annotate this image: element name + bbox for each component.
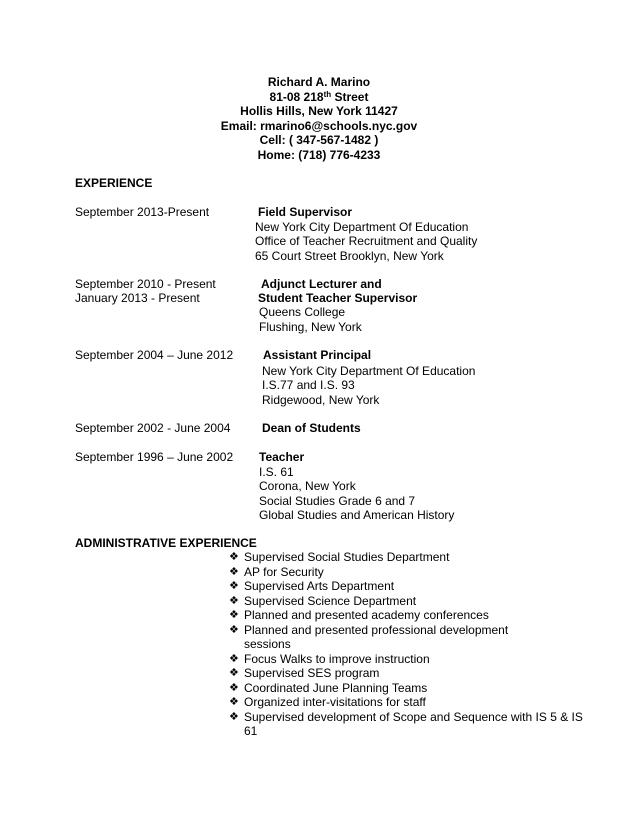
job-detail: Queens College — [259, 305, 346, 319]
diamond-bullet-icon: ❖ — [229, 565, 239, 578]
admin-bullet-list — [229, 550, 609, 739]
diamond-bullet-icon: ❖ — [229, 696, 239, 708]
list-item: ❖ Supervised Social Studies Department — [229, 550, 450, 564]
list-item: ❖ Supervised development of Scope and Sequence with IS 5 & IS 61 — [229, 709, 583, 738]
home-phone: Home: (718) 776-4233 — [257, 147, 381, 162]
diamond-bullet-icon: ❖ — [229, 551, 239, 563]
job-dates: September 2004 – June 2012 — [75, 348, 234, 362]
job-detail: Ridgewood, New York — [262, 393, 380, 407]
job-dates: September 2010 - Present — [75, 277, 216, 291]
job-detail: I.S. 61 — [259, 465, 294, 479]
street-address: 81-08 218th Street — [269, 89, 369, 104]
list-item: ❖ AP for Security — [229, 564, 324, 579]
job-title: Field Supervisor — [258, 205, 353, 219]
job-detail: New York City Department Of Education — [255, 220, 469, 234]
list-item: ❖ Supervised Science Department — [229, 593, 417, 608]
list-item: ❖ Organized inter-visitations for staff — [229, 695, 426, 709]
job-detail: 65 Court Street Brooklyn, New York — [255, 249, 444, 263]
diamond-bullet-icon: ❖ — [229, 667, 239, 679]
list-item: ❖ Coordinated June Planning Teams — [229, 680, 428, 695]
job-dates: September 1996 – June 2002 — [75, 450, 234, 464]
list-item: ❖ Supervised SES program — [229, 666, 380, 680]
job-dates: September 2013-Present — [75, 205, 210, 219]
admin-heading: ADMINISTRATIVE EXPERIENCE — [75, 536, 257, 550]
job-detail: Flushing, New York — [259, 320, 362, 334]
city-address: Hollis Hills, New York 11427 — [240, 104, 398, 118]
job-detail: Global Studies and American History — [259, 508, 455, 522]
diamond-bullet-icon: ❖ — [229, 623, 239, 636]
diamond-bullet-icon: ❖ — [229, 580, 239, 592]
job-detail: I.S.77 and I.S. 93 — [262, 378, 355, 392]
job-detail: Corona, New York — [259, 479, 356, 493]
list-item: ❖ Planned and presented academy conferences — [229, 608, 489, 622]
job-title: Adjunct Lecturer and — [261, 277, 382, 291]
resume-name: Richard A. Marino — [267, 75, 371, 89]
contact-header — [0, 75, 638, 162]
job-dates: September 2002 - June 2004 — [75, 421, 231, 435]
job-title: Dean of Students — [262, 421, 361, 435]
job-title: Teacher — [259, 450, 305, 464]
list-item: ❖ Planned and presented professional development sessions — [229, 622, 509, 651]
experience-heading: EXPERIENCE — [75, 176, 153, 190]
list-item: ❖ Focus Walks to improve instruction — [229, 651, 430, 666]
job-title: Student Teacher Supervisor — [258, 291, 418, 305]
diamond-bullet-icon: ❖ — [229, 594, 239, 607]
job-detail: Social Studies Grade 6 and 7 — [259, 494, 416, 508]
job-detail: New York City Department Of Education — [262, 364, 476, 378]
job-title: Assistant Principal — [263, 348, 372, 362]
list-item: ❖ Supervised Arts Department — [229, 579, 395, 593]
cell-phone: Cell: ( 347-567-1482 ) — [259, 133, 379, 147]
diamond-bullet-icon: ❖ — [229, 681, 239, 694]
diamond-bullet-icon: ❖ — [229, 710, 239, 723]
job-detail: Office of Teacher Recruitment and Quality — [255, 234, 478, 248]
diamond-bullet-icon: ❖ — [229, 652, 239, 665]
job-dates: January 2013 - Present — [75, 291, 200, 305]
email-address: Email: rmarino6@schools.nyc.gov — [220, 118, 418, 133]
diamond-bullet-icon: ❖ — [229, 609, 239, 621]
